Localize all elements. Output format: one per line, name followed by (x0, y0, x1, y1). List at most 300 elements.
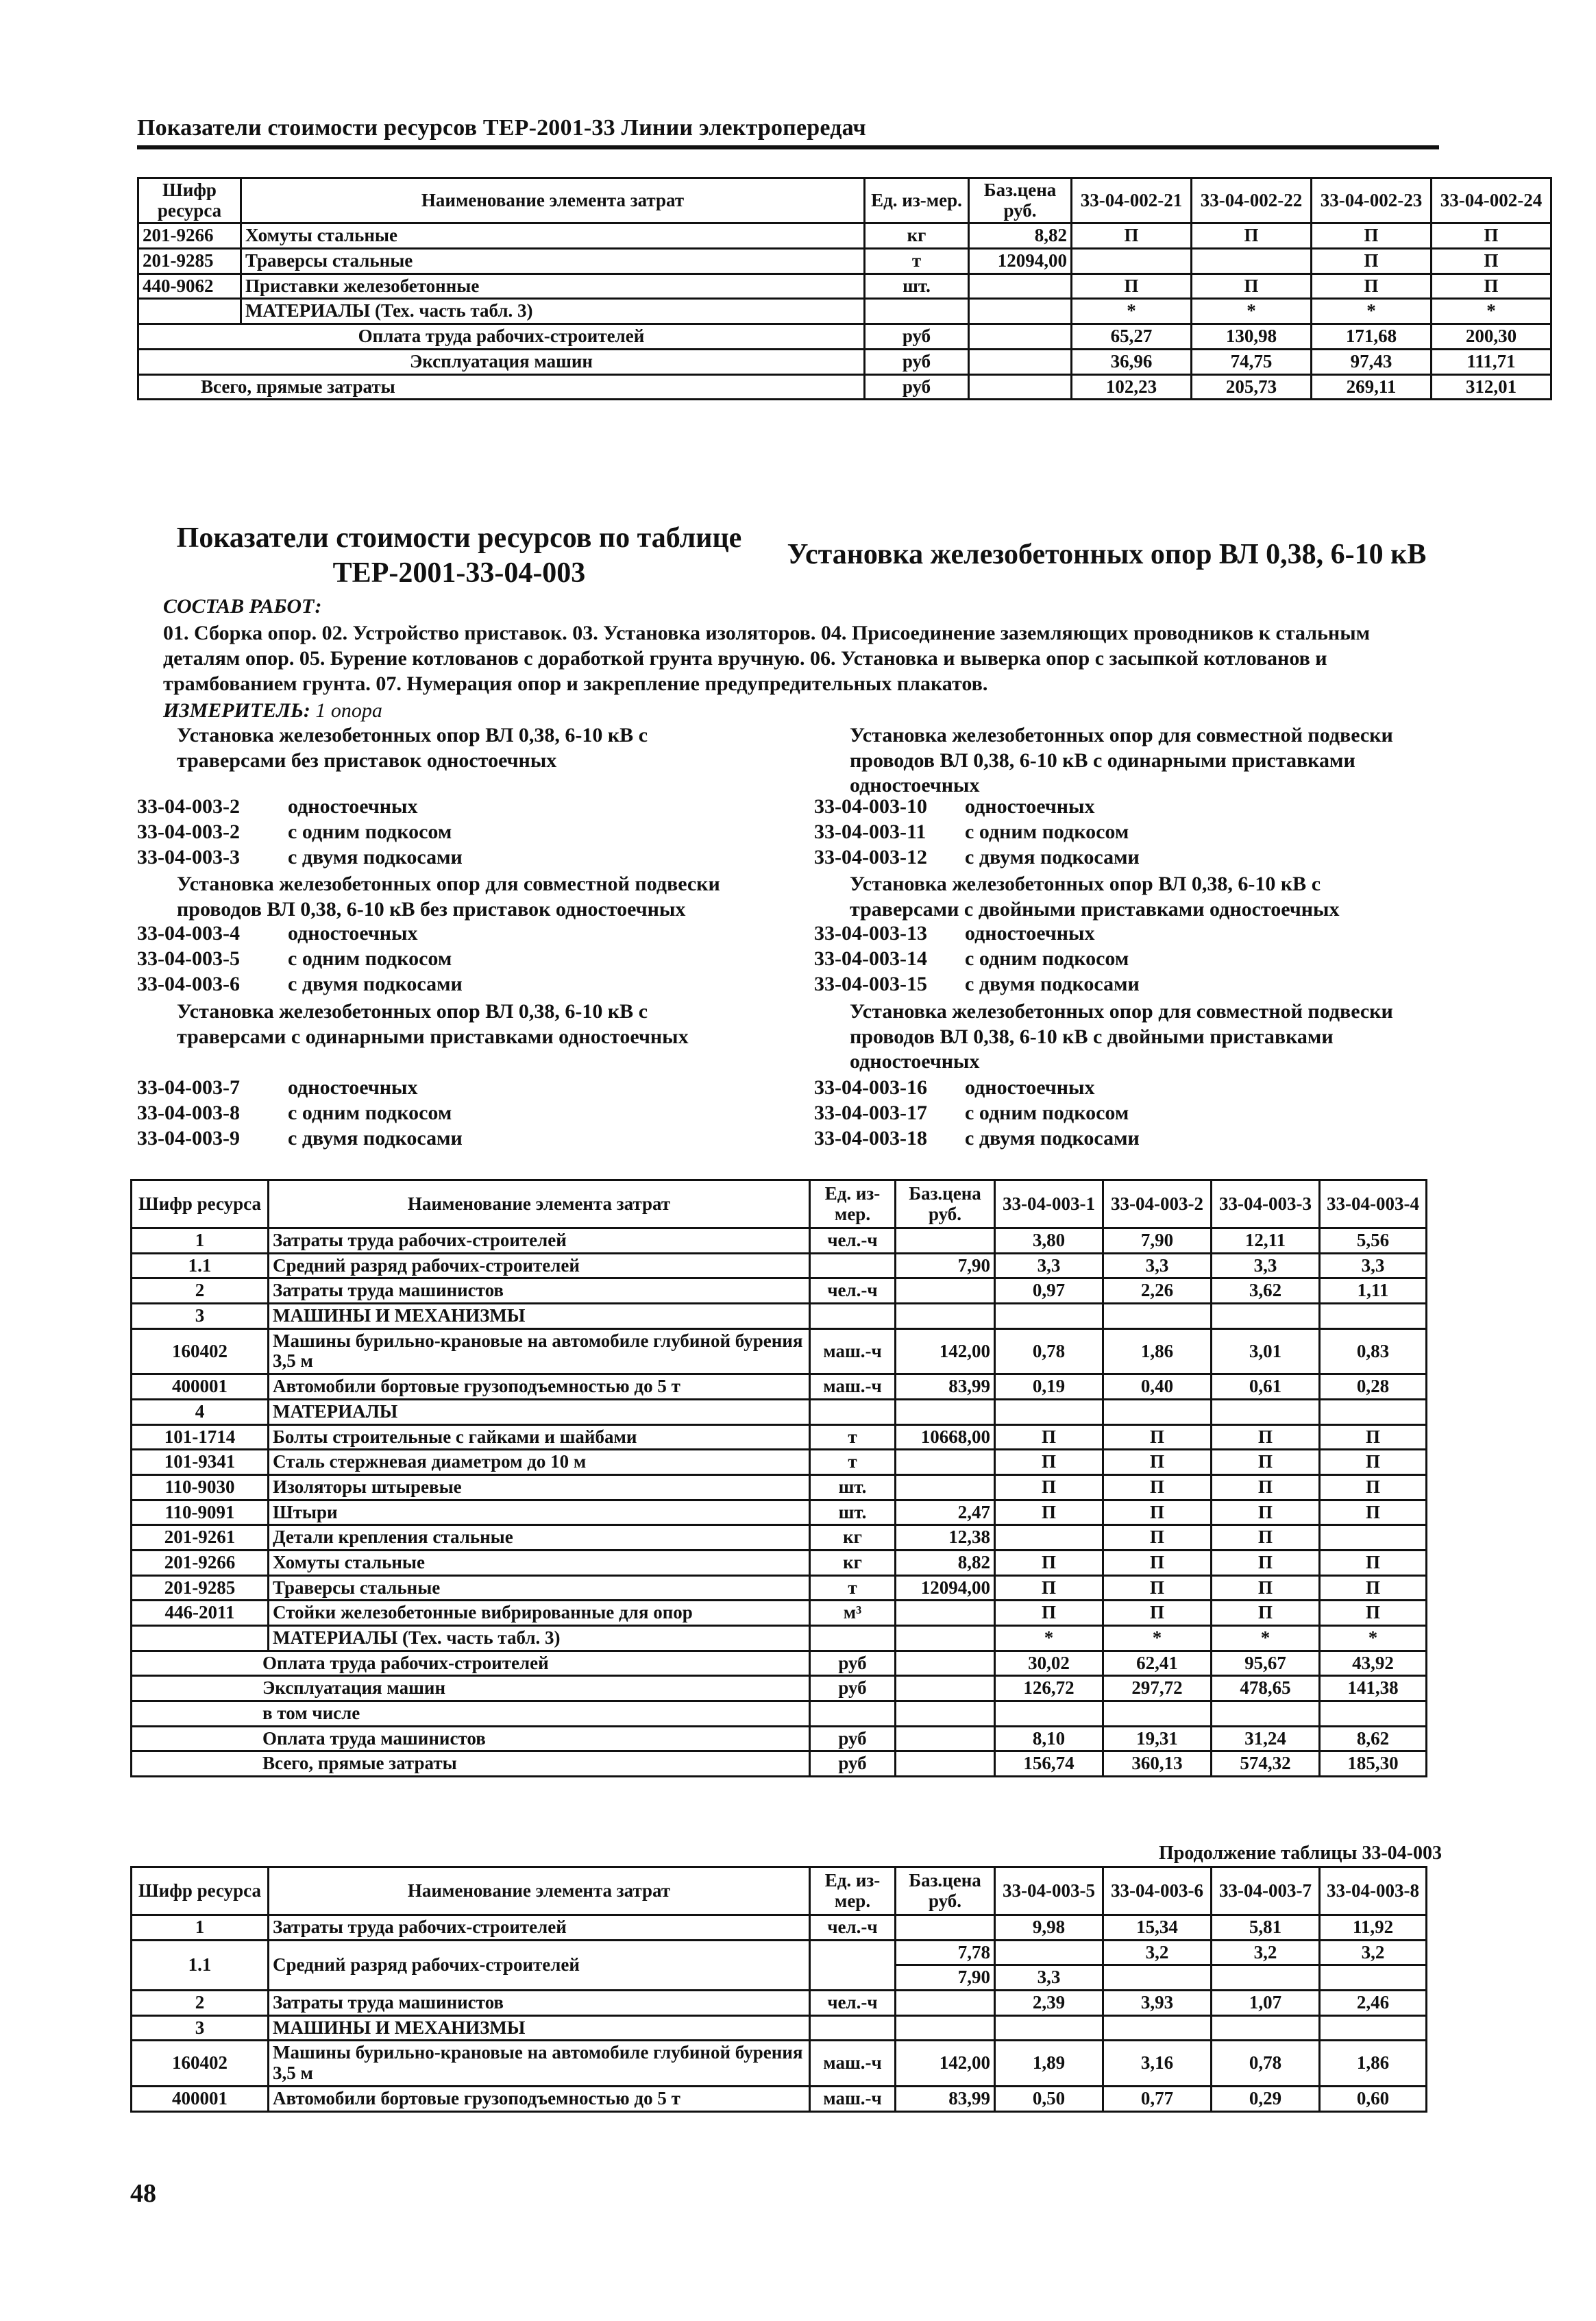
table-row (132, 1575, 1427, 1601)
table-row (132, 1328, 1427, 1374)
cell (969, 374, 1072, 400)
cell: П (1320, 1424, 1427, 1450)
item-label: с двумя подкосами (965, 846, 1140, 868)
cell: шт. (810, 1500, 896, 1525)
section-title: Показатели стоимости ресурсов по таблице ТЕР-2001-33-04-003 (176, 522, 742, 590)
cell: П (1212, 1450, 1320, 1475)
col-header: Ед. из-мер. (810, 1180, 896, 1228)
cell: МАТЕРИАЛЫ (269, 1399, 810, 1424)
cell: маш.-ч (810, 2041, 896, 2086)
col-header: Шифр ресурса (132, 1180, 269, 1228)
table-row (138, 299, 1551, 324)
list-item (814, 1102, 1129, 1125)
table-1 (137, 177, 1552, 400)
cell: 0,19 (995, 1374, 1103, 1400)
cell (896, 1701, 995, 1727)
cell (896, 1601, 995, 1626)
cell: Затраты труда машинистов (269, 1991, 810, 2016)
cell (810, 1940, 896, 1990)
cell: Затраты труда рабочих-строителей (269, 1915, 810, 1941)
item-code: 33-04-003-2 (137, 795, 240, 818)
cell: Хомуты стальные (241, 223, 865, 249)
cell: Приставки железобетонные (241, 274, 865, 299)
cell: т (810, 1450, 896, 1475)
cell: П (1212, 1424, 1320, 1450)
cell: 43,92 (1320, 1651, 1427, 1676)
col-header: 33-04-003-6 (1103, 1867, 1212, 1915)
cell: 12094,00 (896, 1575, 995, 1601)
cell (810, 1626, 896, 1651)
table-row (132, 1474, 1427, 1500)
table-row (132, 1450, 1427, 1475)
cell: * (1312, 299, 1432, 324)
cell: Сталь стержневая диаметром до 10 м (269, 1450, 810, 1475)
cell (810, 1304, 896, 1329)
cell: 1,86 (1103, 1328, 1212, 1374)
col-header: Наименование элемента затрат (269, 1867, 810, 1915)
cell: 65,27 (1072, 324, 1192, 350)
totals-label: Оплата труда рабочих-строителей (138, 324, 865, 350)
cell: 7,90 (1103, 1228, 1212, 1254)
cell: 201-9266 (138, 223, 241, 249)
item-code: 33-04-003-4 (137, 922, 240, 945)
item-label: одностоечных (965, 1076, 1095, 1099)
cell: 10668,00 (896, 1424, 995, 1450)
cell: П (1192, 274, 1312, 299)
cell (896, 1304, 995, 1329)
item-label: с двумя подкосами (288, 973, 463, 995)
cell (1192, 249, 1312, 274)
item-label: одностоечных (965, 922, 1095, 945)
cell: 97,43 (1312, 349, 1432, 374)
list-item (814, 1127, 1140, 1150)
table-row (132, 1915, 1427, 1941)
cell: 0,29 (1212, 2086, 1320, 2111)
item-label: с одним подкосом (288, 821, 452, 843)
col-header: 33-04-002-22 (1192, 178, 1312, 223)
cell: шт. (865, 274, 969, 299)
item-code: 33-04-003-16 (814, 1076, 927, 1099)
col-header: Шифр ресурса (132, 1867, 269, 1915)
totals-row (138, 324, 1551, 350)
cell: 5,81 (1212, 1915, 1320, 1941)
cell (1103, 1965, 1212, 1991)
list-item (137, 795, 417, 818)
group-title: Установка железобетонных опор для совместной подвески проводов ВЛ 0,38, 6-10 кВ без приставок одностоечных (177, 873, 720, 921)
cell: 400001 (132, 2086, 269, 2111)
table-row (132, 1399, 1427, 1424)
cell: МАТЕРИАЛЫ (Тех. часть табл. 3) (241, 299, 865, 324)
cell: П (1320, 1601, 1427, 1626)
cell: 2 (132, 1991, 269, 2016)
cell: * (1103, 1626, 1212, 1651)
col-header: Баз.цена руб. (969, 178, 1072, 223)
col-header: 33-04-003-4 (1320, 1180, 1427, 1228)
cell: 0,50 (995, 2086, 1103, 2111)
cell: П (1312, 274, 1432, 299)
cell: 31,24 (1212, 1726, 1320, 1751)
cell: П (1212, 1601, 1320, 1626)
cell: 30,02 (995, 1651, 1103, 1676)
table-header-row (132, 1867, 1427, 1915)
item-code: 33-04-003-6 (137, 973, 240, 995)
cell: 3,3 (995, 1965, 1103, 1991)
cell (896, 1991, 995, 2016)
item-code: 33-04-003-7 (137, 1076, 240, 1099)
col-header: 33-04-002-24 (1432, 178, 1551, 223)
cell: руб (865, 374, 969, 400)
list-item (137, 973, 463, 996)
totals-row (138, 349, 1551, 374)
col-header: Шифр ресурса (138, 178, 241, 223)
item-label: с двумя подкосами (965, 973, 1140, 995)
totals-row (132, 1751, 1427, 1777)
cell (1103, 2015, 1212, 2041)
table-row (132, 1278, 1427, 1304)
meter-label: ИЗМЕРИТЕЛЬ: (163, 699, 310, 722)
cell: 3,80 (995, 1228, 1103, 1254)
col-header: 33-04-003-7 (1212, 1867, 1320, 1915)
works-text: 01. Сборка опор. 02. Устройство приставок. 03. Установка изоляторов. 04. Присоединение заземляющих проводников к стальным деталям опор. 05. Бурение котлованов с доработкой грунта вручную. 06. Установка и выверка опор с засыпкой котлованов и трамбованием грунта. 07. Нумерация опор и закрепление предупредительных плакатов. (163, 622, 1371, 696)
cell: 1 (132, 1915, 269, 1941)
cell: руб (810, 1726, 896, 1751)
cell: Траверсы стальные (241, 249, 865, 274)
item-label: с двумя подкосами (965, 1127, 1140, 1150)
col-header: 33-04-003-3 (1212, 1180, 1320, 1228)
cell: П (1103, 1500, 1212, 1525)
cell: 83,99 (896, 1374, 995, 1400)
cell: 1 (132, 1228, 269, 1254)
item-label: с двумя подкосами (288, 846, 463, 868)
cell (1212, 2015, 1320, 2041)
cell: Средний разряд рабочих-строителей (269, 1253, 810, 1278)
cell: П (995, 1550, 1103, 1575)
cell: руб (810, 1651, 896, 1676)
item-code: 33-04-003-2 (137, 821, 240, 843)
cell: 12,38 (896, 1525, 995, 1551)
cell: П (1320, 1450, 1427, 1475)
cell: 110-9030 (132, 1474, 269, 1500)
list-item (137, 1102, 452, 1125)
page-number: 48 (130, 2179, 156, 2208)
cell: 1.1 (132, 1253, 269, 1278)
cell: 171,68 (1312, 324, 1432, 350)
cell (896, 1676, 995, 1701)
cell: 62,41 (1103, 1651, 1212, 1676)
cell: П (995, 1424, 1103, 1450)
cell (1320, 2015, 1427, 2041)
cell: 3,2 (1212, 1940, 1320, 1965)
cell: П (1320, 1550, 1427, 1575)
cell: Изоляторы штыревые (269, 1474, 810, 1500)
cell: 83,99 (896, 2086, 995, 2111)
table-row (132, 1601, 1427, 1626)
col-header: Баз.цена руб. (896, 1867, 995, 1915)
cell: Автомобили бортовые грузоподъемностью до 5 т (269, 1374, 810, 1400)
list-item (814, 821, 1129, 844)
cell: 3,2 (1103, 1940, 1212, 1965)
cell (810, 1701, 896, 1727)
col-header: 33-04-002-21 (1072, 178, 1192, 223)
cell: П (1320, 1500, 1427, 1525)
cell (1212, 1304, 1320, 1329)
cell (896, 1399, 995, 1424)
table-2 (130, 1179, 1427, 1777)
cell: * (1192, 299, 1312, 324)
cell: 269,11 (1312, 374, 1432, 400)
cell: 3 (132, 2015, 269, 2041)
cell: 440-9062 (138, 274, 241, 299)
item-label: с одним подкосом (965, 1102, 1129, 1124)
list-item (814, 795, 1094, 818)
col-header: Ед. из-мер. (865, 178, 969, 223)
cell (995, 1525, 1103, 1551)
cell (1072, 249, 1192, 274)
cell (1103, 1399, 1212, 1424)
item-code: 33-04-003-11 (814, 821, 926, 843)
cell: 11,92 (1320, 1915, 1427, 1941)
table-row (132, 1424, 1427, 1450)
item-code: 33-04-003-9 (137, 1127, 240, 1150)
cell (995, 1399, 1103, 1424)
cell (896, 1726, 995, 1751)
totals-label: Оплата труда рабочих-строителей (132, 1651, 810, 1676)
cell: П (1312, 223, 1432, 249)
continuation-note: Продолжение таблицы 33-04-003 (1159, 1843, 1442, 1864)
cell: 0,78 (1212, 2041, 1320, 2086)
cell: 7,90 (896, 1965, 995, 1991)
cell: П (1103, 1525, 1212, 1551)
cell: 360,13 (1103, 1751, 1212, 1777)
col-header: 33-04-003-1 (995, 1180, 1103, 1228)
table-row (132, 2041, 1427, 2086)
item-code: 33-04-003-18 (814, 1127, 927, 1150)
cell: П (1212, 1550, 1320, 1575)
group-title: Установка железобетонных опор ВЛ 0,38, 6-10 кВ с траверсами с одинарными приставками одностоечных (177, 1000, 689, 1048)
cell: руб (865, 324, 969, 350)
cell (969, 349, 1072, 374)
cell: * (1432, 299, 1551, 324)
list-item (814, 947, 1129, 971)
cell (810, 2015, 896, 2041)
cell: Хомуты стальные (269, 1550, 810, 1575)
cell: П (1432, 223, 1551, 249)
cell: П (1103, 1601, 1212, 1626)
cell: 3,62 (1212, 1278, 1320, 1304)
cell: П (1192, 223, 1312, 249)
cell: 142,00 (896, 2041, 995, 2086)
table-row (132, 1253, 1427, 1278)
cell: Машины бурильно-крановые на автомобиле глубиной бурения 3,5 м (269, 2041, 810, 2086)
totals-row (138, 374, 1551, 400)
table-row (132, 2086, 1427, 2111)
cell: П (1320, 1575, 1427, 1601)
cell: 12,11 (1212, 1228, 1320, 1254)
cell: 126,72 (995, 1676, 1103, 1701)
cell (969, 324, 1072, 350)
cell: 3,93 (1103, 1991, 1212, 2016)
item-label: одностоечных (288, 1076, 418, 1099)
cell: Траверсы стальные (269, 1575, 810, 1601)
cell: 3,3 (995, 1253, 1103, 1278)
cell: 5,56 (1320, 1228, 1427, 1254)
item-code: 33-04-003-13 (814, 922, 927, 945)
group-title: Установка железобетонных опор для совместной подвески проводов ВЛ 0,38, 6-10 кВ с двойными приставками одностоечных (850, 1000, 1393, 1073)
cell (896, 1651, 995, 1676)
cell: МАТЕРИАЛЫ (Тех. часть табл. 3) (269, 1626, 810, 1651)
cell: 0,60 (1320, 2086, 1427, 2111)
cell: Затраты труда рабочих-строителей (269, 1228, 810, 1254)
cell (1212, 1965, 1320, 1991)
cell: 3,3 (1320, 1253, 1427, 1278)
totals-label: в том числе (132, 1701, 810, 1727)
cell (1320, 1304, 1427, 1329)
cell: П (1103, 1450, 1212, 1475)
cell: 111,71 (1432, 349, 1551, 374)
cell (132, 1626, 269, 1651)
item-code: 33-04-003-8 (137, 1102, 240, 1124)
cell: * (1320, 1626, 1427, 1651)
cell: П (1212, 1474, 1320, 1500)
table-header-row (138, 178, 1551, 223)
cell: 156,74 (995, 1751, 1103, 1777)
cell (1320, 1701, 1427, 1727)
cell: 95,67 (1212, 1651, 1320, 1676)
group-title: Установка железобетонных опор для совместной подвески проводов ВЛ 0,38, 6-10 кВ с одинарными приставками одностоечных (850, 724, 1393, 797)
cell: 1,07 (1212, 1991, 1320, 2016)
cell: 201-9261 (132, 1525, 269, 1551)
table-row (138, 223, 1551, 249)
totals-label: Всего, прямые затраты (138, 374, 865, 400)
list-item (137, 947, 452, 971)
cell: 141,38 (1320, 1676, 1427, 1701)
cell: 0,83 (1320, 1328, 1427, 1374)
cell: П (995, 1474, 1103, 1500)
cell: 0,61 (1212, 1374, 1320, 1400)
cell: 3 (132, 1304, 269, 1329)
item-code: 33-04-003-5 (137, 947, 240, 970)
item-code: 33-04-003-17 (814, 1102, 927, 1124)
cell: маш.-ч (810, 1374, 896, 1400)
cell: П (1103, 1550, 1212, 1575)
cell: 2 (132, 1278, 269, 1304)
cell (1320, 1525, 1427, 1551)
cell: П (1103, 1474, 1212, 1500)
cell: 205,73 (1192, 374, 1312, 400)
table-row (132, 1500, 1427, 1525)
cell: 2,26 (1103, 1278, 1212, 1304)
cell: П (1212, 1500, 1320, 1525)
table-row (138, 249, 1551, 274)
table-row (132, 1940, 1427, 1965)
cell: 1,89 (995, 2041, 1103, 2086)
cell: 12094,00 (969, 249, 1072, 274)
cell: 101-1714 (132, 1424, 269, 1450)
cell: 8,82 (969, 223, 1072, 249)
item-label: с одним подкосом (288, 1102, 452, 1124)
cell: Средний разряд рабочих-строителей (269, 1940, 810, 1990)
cell: 478,65 (1212, 1676, 1320, 1701)
cell (995, 1701, 1103, 1727)
cell: 7,78 (896, 1940, 995, 1965)
totals-row (132, 1651, 1427, 1676)
cell: 0,78 (995, 1328, 1103, 1374)
cell: 130,98 (1192, 324, 1312, 350)
cell: 8,62 (1320, 1726, 1427, 1751)
cell: м³ (810, 1601, 896, 1626)
cell (1103, 1304, 1212, 1329)
cell (896, 1626, 995, 1651)
cell: П (1212, 1575, 1320, 1601)
col-header: 33-04-003-8 (1320, 1867, 1427, 1915)
cell: Стойки железобетонные вибрированные для опор (269, 1601, 810, 1626)
cell: Затраты труда машинистов (269, 1278, 810, 1304)
cell: МАШИНЫ И МЕХАНИЗМЫ (269, 1304, 810, 1329)
cell: чел.-ч (810, 1915, 896, 1941)
cell: П (1432, 249, 1551, 274)
list-item (814, 1076, 1094, 1099)
cell: 312,01 (1432, 374, 1551, 400)
cell (896, 1278, 995, 1304)
cell: 160402 (132, 1328, 269, 1374)
cell: 102,23 (1072, 374, 1192, 400)
cell: кг (865, 223, 969, 249)
cell: П (995, 1500, 1103, 1525)
col-header: 33-04-003-2 (1103, 1180, 1212, 1228)
cell (896, 1450, 995, 1475)
item-label: с одним подкосом (965, 821, 1129, 843)
cell: П (995, 1575, 1103, 1601)
cell: 1,86 (1320, 2041, 1427, 2086)
cell: П (1312, 249, 1432, 274)
cell: 201-9285 (132, 1575, 269, 1601)
cell: П (1103, 1424, 1212, 1450)
cell: 1.1 (132, 1940, 269, 1990)
cell (138, 299, 241, 324)
table-row (132, 1304, 1427, 1329)
totals-row (132, 1726, 1427, 1751)
cell: 8,10 (995, 1726, 1103, 1751)
group-title: Установка железобетонных опор ВЛ 0,38, 6-10 кВ с траверсами без приставок одностоечных (177, 724, 648, 772)
cell: чел.-ч (810, 1278, 896, 1304)
cell (995, 2015, 1103, 2041)
totals-label: Эксплуатация машин (132, 1676, 810, 1701)
cell: 2,46 (1320, 1991, 1427, 2016)
item-label: с двумя подкосами (288, 1127, 463, 1150)
cell: 3,3 (1212, 1253, 1320, 1278)
list-item (814, 973, 1140, 996)
works-heading: СОСТАВ РАБОТ: (163, 595, 322, 618)
col-header: 33-04-003-5 (995, 1867, 1103, 1915)
cell: * (995, 1626, 1103, 1651)
table-row (132, 1374, 1427, 1400)
cell: П (995, 1450, 1103, 1475)
cell: * (1072, 299, 1192, 324)
cell: кг (810, 1550, 896, 1575)
col-header: Наименование элемента затрат (241, 178, 865, 223)
cell: 574,32 (1212, 1751, 1320, 1777)
cell: 297,72 (1103, 1676, 1212, 1701)
item-label: одностоечных (965, 795, 1095, 818)
cell (969, 299, 1072, 324)
item-code: 33-04-003-14 (814, 947, 927, 970)
cell: Детали крепления стальные (269, 1525, 810, 1551)
cell (896, 1228, 995, 1254)
table-row (132, 2015, 1427, 2041)
table-row (132, 1525, 1427, 1551)
cell: 3,16 (1103, 2041, 1212, 2086)
cell: руб (810, 1676, 896, 1701)
